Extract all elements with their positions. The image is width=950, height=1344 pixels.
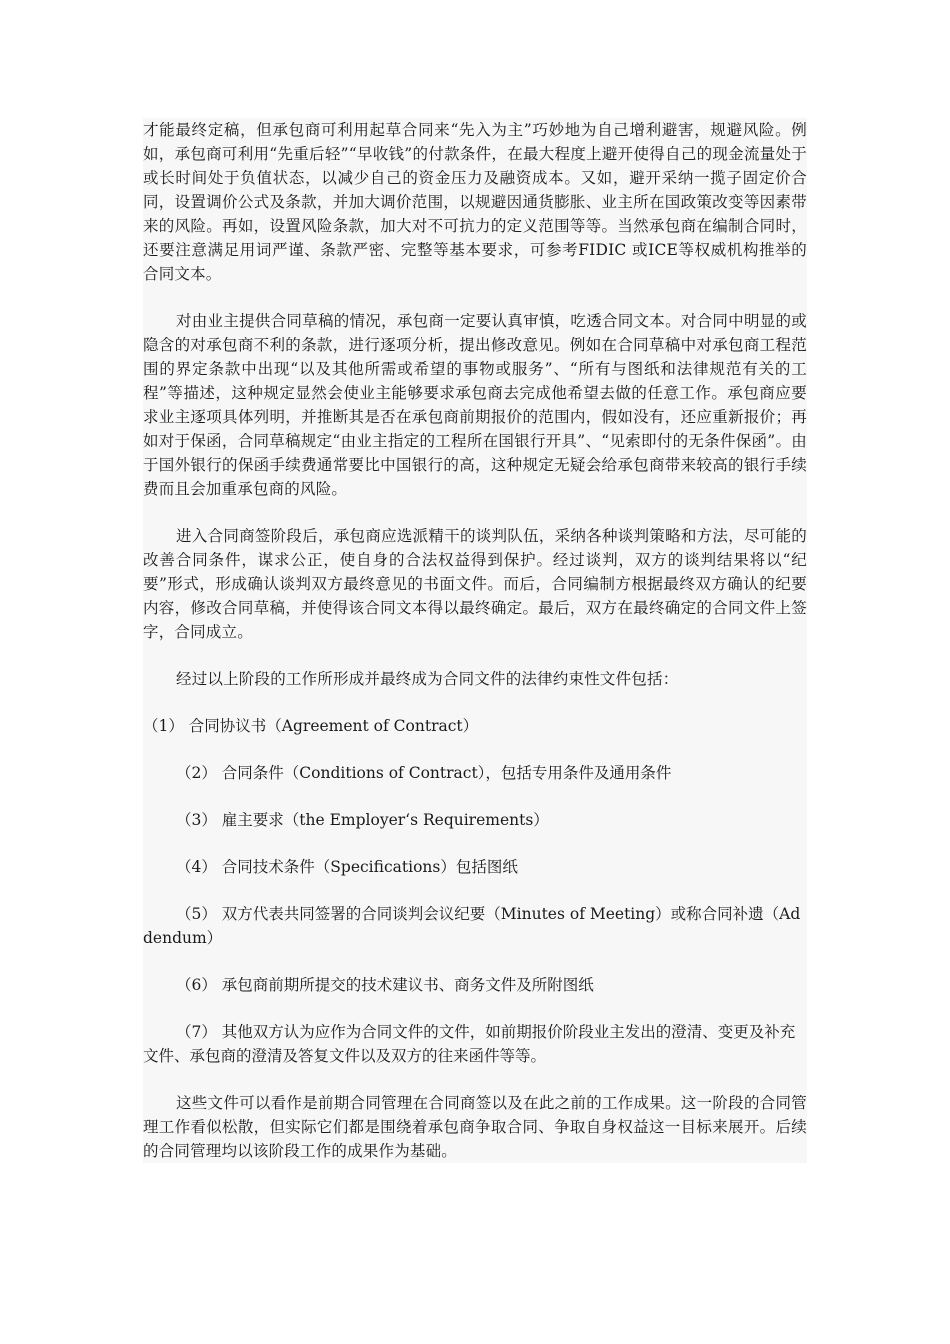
list-item-6: （6） 承包商前期所提交的技术建议书、商务文件及所附图纸	[176, 976, 594, 994]
list-item-4: （4） 合同技术条件（Specifications）包括图纸	[176, 858, 518, 876]
list-item-7: （7） 其他双方认为应作为合同文件的文件，如前期报价阶段业主发出的澄清、变更及补充文件、承包商的澄清及答复文件以及双方的往来函件等等。	[143, 1023, 796, 1065]
paragraph-owner-draft: 对由业主提供合同草稿的情况，承包商一定要认真审慎，吃透合同文本。对合同中明显的或隐含的对承包商不利的条款，进行逐项分析，提出修改意见。例如在合同草稿中对承包商工程范围的界定条款中出现“以及其他所需或希望的事物或服务”、“所有与图纸和法律规范有关的工程”等描述，这种规定显然会使业主能够要求承包商去完成他希望去做的任意工作。承包商应要求业主逐项具体列明，并推断其是否在承包商前期报价的范围内，假如没有，还应重新报价；再如对于保函，合同草稿规定“由业主指定的工程所在国银行开具”、“见索即付的无条件保函”。由于国外银行的保函手续费通常要比中国银行的高，这种规定无疑会给承包商带来较高的银行手续费而且会加重承包商的风险。	[143, 312, 807, 498]
list-item-3: （3） 雇主要求（the Employer‘s Requirements）	[176, 811, 549, 829]
document-body	[143, 118, 807, 1163]
paragraph-contract-drafting: 才能最终定稿，但承包商可利用起草合同来“先入为主”巧妙地为自己增利避害，规避风险。例如，承包商可利用“先重后轻”“早收钱”的付款条件，在最大程度上避开使得自己的现金流量处于或长时间处于负值状态，以减少自己的资金压力及融资成本。又如，避开采纳一揽子固定价合同，设置调价公式及条款，并加大调价范围，以规避因通货膨胀、业主所在国政策改变等因素带来的风险。再如，设置风险条款，加大对不可抗力的定义范围等等。当然承包商在编制合同时，还要注意满足用词严谨、条款严密、完整等基本要求，可参考FIDIC 或ICE等权威机构推举的合同文本。	[143, 121, 807, 283]
list-item-2: （2） 合同条件（Conditions of Contract），包括专用条件及通用条件	[176, 764, 672, 782]
list-item-5: （5） 双方代表共同签署的合同谈判会议纪要（Minutes of Meeting）或称合同补遗（Addendum）	[143, 905, 801, 947]
paragraph-document-list-intro: 经过以上阶段的工作所形成并最终成为合同文件的法律约束性文件包括：	[176, 670, 679, 688]
list-item-1: （1） 合同协议书（Agreement of Contract）	[143, 717, 479, 735]
paragraph-negotiation: 进入合同商签阶段后，承包商应选派精干的谈判队伍，采纳各种谈判策略和方法，尽可能的改善合同条件，谋求公正，使自身的合法权益得到保护。经过谈判，双方的谈判结果将以“纪要”形式，形成确认谈判双方最终意见的书面文件。而后，合同编制方根据最终双方确认的纪要内容，修改合同草稿，并使得该合同文本得以最终确定。最后，双方在最终确定的合同文件上签字，合同成立。	[143, 527, 807, 641]
paragraph-conclusion: 这些文件可以看作是前期合同管理在合同商签以及在此之前的工作成果。这一阶段的合同管理工作看似松散，但实际它们都是围绕着承包商争取合同、争取自身权益这一目标来展开。后续的合同管理均以该阶段工作的成果作为基础。	[143, 1094, 807, 1160]
